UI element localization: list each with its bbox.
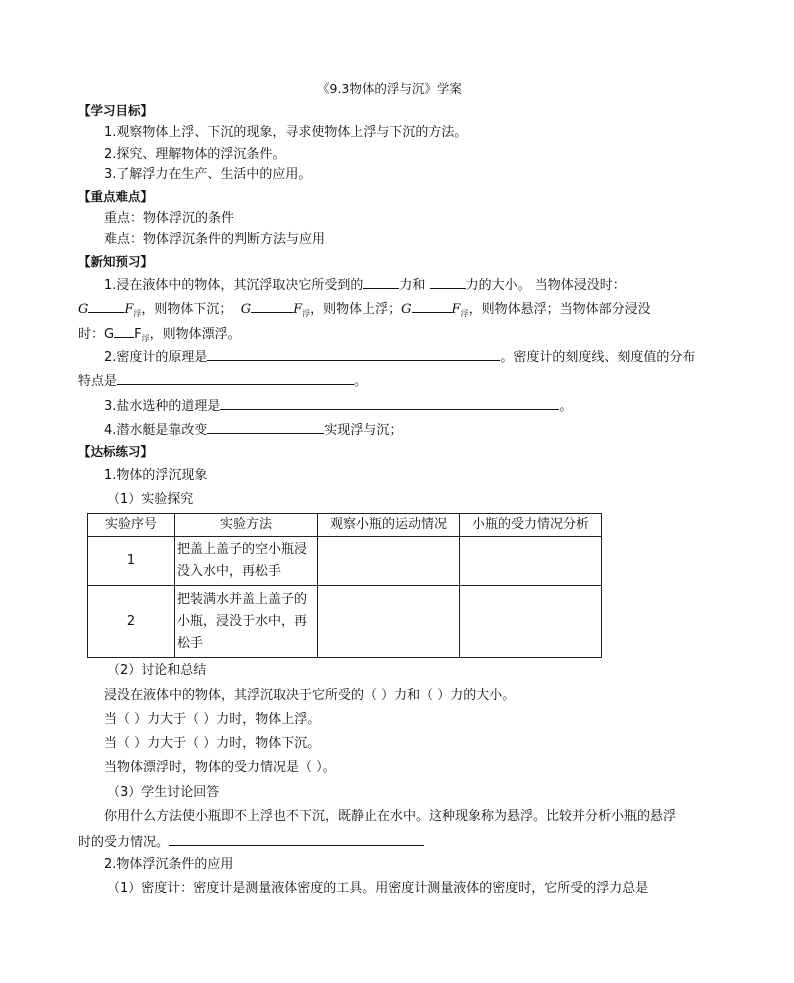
subscript-fu: 浮 [460,309,469,318]
subscript-fu: 浮 [141,334,150,343]
q3-text-a: 3.盐水选种的道理是 [104,399,221,414]
q2-text-b: 。密度计的刻度线、刻度值的分布 [500,350,696,365]
discussion-line: 你用什么方法使小瓶即不上浮也不下沉，既静止在水中。这种现象称为悬浮。比较并分析小瓶的悬浮 [104,809,677,824]
answer-blank [207,346,500,361]
symbol-g: G [78,302,89,317]
observation-cell[interactable] [318,586,460,658]
table-row [88,586,602,658]
focus-text: 重点：物体浮沉的条件 [104,211,235,226]
method-cell [175,586,318,658]
difficulty-text: 难点：物体浮沉条件的判断方法与应用 [104,232,326,247]
header-cell: 小瓶的受力情况分析 [460,514,602,537]
answer-blank [117,370,354,385]
practice-subsection-1-1: （1）实验探究 [107,492,194,507]
q2-text-d: 。 [354,374,368,389]
table-header-row [88,514,602,537]
q1-text-a: 1.浸在液体中的物体，其沉浮取决它所受到的 [104,278,364,293]
answer-blank [220,395,559,410]
method-line: 没入水中，再松手 [177,564,282,579]
objective-item: 2.探究、理解物体的浮沉条件。 [104,147,286,162]
answer-blank [363,274,399,289]
preview-q1-line3 [78,323,241,346]
preview-q4 [104,419,402,441]
practice-subsection-1-2: （2）讨论和总结 [107,663,207,678]
practice-section-1: 1.物体的浮沉现象 [104,468,208,483]
answer-blank [251,298,293,313]
summary-line: 浸没在液体中的物体，其浮沉取决于它所受的（ ）力和（ ）力的大小。 [104,688,516,703]
analysis-cell[interactable] [460,586,602,658]
summary-line: 当（ ）力大于（ ）力时，物体上浮。 [104,712,321,727]
page-title: 《9.3物体的浮与沉》学案 [317,81,462,96]
symbol-g: G [401,302,412,317]
answer-blank [412,298,452,313]
table-row [88,537,602,586]
method-line: 把装满水并盖上盖子的 [177,591,308,607]
experiment-table [87,513,602,658]
preview-q3 [104,395,572,417]
symbol-f: F [293,302,303,317]
summary-line: 当（ ）力大于（ ）力时，物体下沉。 [104,736,321,751]
preview-q2-line2 [78,370,367,392]
method-line: 松手 [177,635,204,651]
header-cell: 实验方法 [175,514,318,537]
symbol-f: F [124,302,134,317]
q4-text-b: 实现浮与沉； [324,423,403,438]
practice-section-2: 2.物体浮沉条件的应用 [104,857,234,872]
q3-text-b: 。 [559,399,573,414]
answer-blank [88,298,124,313]
header-cell: 观察小瓶的运动情况 [318,514,460,537]
row-number: 1 [88,537,175,586]
method-line: 把盖上盖子的空小瓶浸 [177,542,308,557]
q2-text-a: 2.密度计的原理是 [104,350,208,365]
answer-blank [169,831,424,846]
key-points-heading: 【重点难点】 [78,189,154,204]
subscript-fu: 浮 [302,309,311,318]
q1-suspend: ，则物体悬浮；当物体部分浸没 [468,302,651,317]
preview-q1-line2 [78,298,651,321]
practice-subsection-1-3: （3）学生讨论回答 [107,785,220,800]
answer-blank [114,323,134,338]
preview-q2-line1 [104,346,695,368]
answer-blank [430,274,466,289]
objective-item: 3.了解浮力在生产、生活中的应用。 [104,167,312,182]
symbol-f: F [134,327,142,342]
q1-line3a: 时：G [78,327,115,342]
header-cell: 实验序号 [88,514,175,537]
practice-heading: 【达标练习】 [78,444,154,459]
objective-item: 1.观察物体上浮、下沉的现象，寻求使物体上浮与下沉的方法。 [104,125,468,140]
answer-blank [207,419,324,434]
practice-subsection-2-1: （1）密度计：密度计是测量液体密度的工具。用密度计测量液体的密度时，它所受的浮力总是 [107,881,649,896]
q1-text-b: 力和 [399,278,426,293]
q1-text-c: 力的大小。 当物体浸没时： [465,278,626,293]
preview-q1-line1 [104,274,626,296]
q2-text-c: 特点是 [78,374,118,389]
q4-text-a: 4.潜水艇是靠改变 [104,423,208,438]
analysis-cell[interactable] [460,537,602,586]
observation-cell[interactable] [318,537,460,586]
row-number: 2 [88,586,175,658]
summary-line: 当物体漂浮时，物体的受力情况是（ ）。 [104,760,336,775]
preview-heading: 【新知预习】 [78,254,154,269]
subscript-fu: 浮 [133,309,142,318]
objectives-heading: 【学习目标】 [78,103,154,118]
q1-sink: ，则物体下沉； [141,302,233,317]
discussion-line [78,831,424,853]
symbol-f: F [451,302,461,317]
method-cell [175,537,318,586]
discussion-text: 时的受力情况。 [78,835,170,850]
symbol-g: G [240,302,252,317]
q1-float: ，则物体漂浮。 [149,327,241,342]
method-line: 小瓶，浸没于水中，再 [177,613,308,629]
q1-rise: ，则物体上浮； [310,302,402,317]
